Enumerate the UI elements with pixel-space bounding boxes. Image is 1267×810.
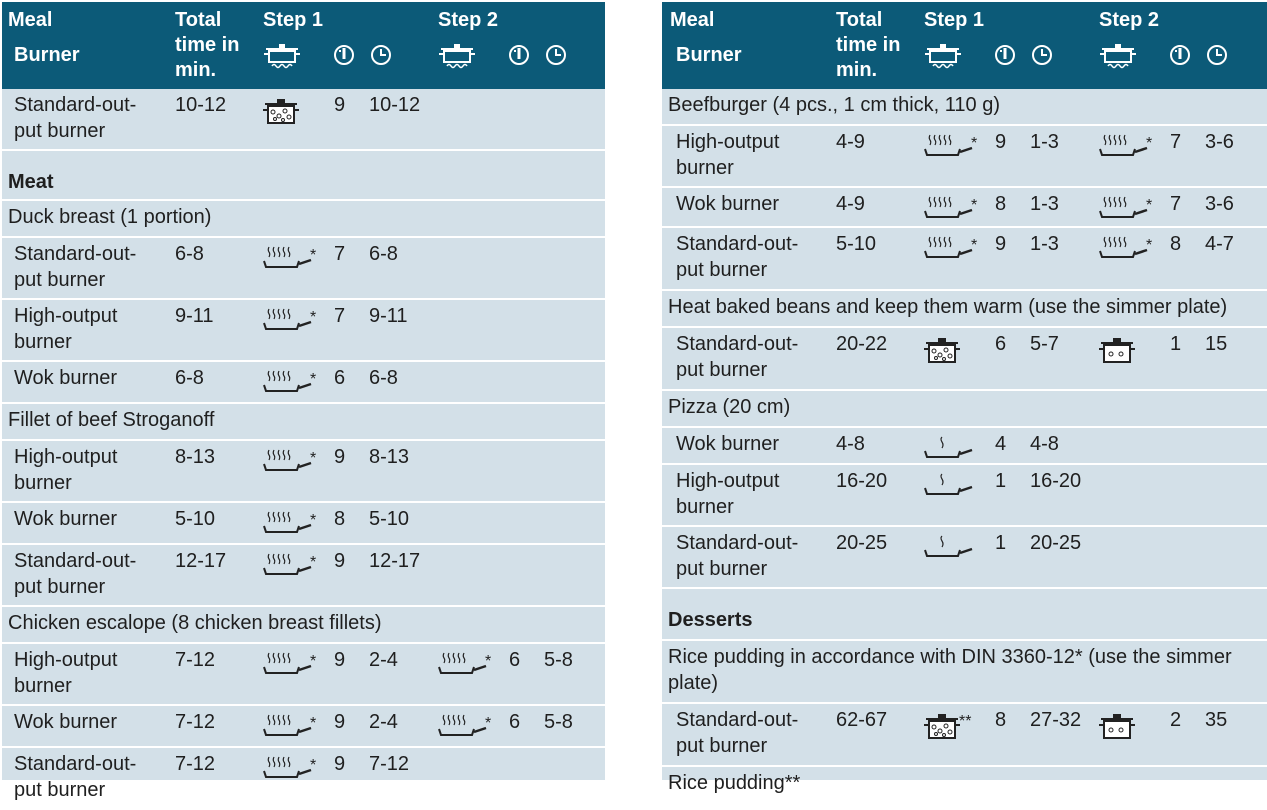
burner-name: Standard-out-put burner	[676, 333, 799, 381]
total-time-value: 20-25	[836, 532, 888, 554]
frying-pan-sizzle-icon	[1099, 237, 1149, 259]
frying-pan-sizzle-icon	[924, 197, 974, 219]
heat-setting-value: 9	[334, 550, 346, 572]
cooking-time-value: 9-11	[369, 305, 408, 327]
dish-heading-row	[662, 767, 1267, 804]
total-time-value: 10-12	[175, 94, 227, 116]
cooking-table-right	[662, 2, 1267, 794]
heat-setting-value: 1	[995, 532, 1007, 554]
heat-setting-value: 9	[334, 446, 346, 468]
burner-name: Standard-out-put burner	[14, 550, 137, 598]
burner-name: Wok burner	[14, 367, 118, 389]
dish-name: Chicken escalope (8 chicken breast fillets)	[8, 612, 382, 634]
frying-pan-sizzle-icon	[263, 371, 313, 393]
table-row	[662, 188, 1267, 228]
burner-name: High-output burner	[14, 305, 118, 353]
total-time-value: 4-9	[836, 193, 865, 215]
heat-setting-value: 9	[334, 94, 346, 116]
table-header	[2, 2, 605, 89]
frying-pan-sizzle-icon	[263, 512, 313, 534]
table-row	[662, 465, 1267, 527]
cooking-time-value: 16-20	[1030, 470, 1082, 492]
burner-name: Standard-out-put burner	[676, 532, 799, 580]
burner-name: Wok burner	[676, 193, 780, 215]
section-heading: Desserts	[668, 609, 753, 631]
table-row	[662, 527, 1267, 589]
dish-name: Fillet of beef Stroganoff	[8, 409, 215, 431]
cookware-icon	[439, 41, 475, 69]
footnote-marker: *	[310, 371, 317, 388]
heat-setting-value: 7	[334, 305, 346, 327]
footnote-marker: *	[310, 309, 317, 326]
clock-icon	[370, 44, 392, 66]
burner-name: Standard-out-put burner	[14, 753, 137, 801]
table-row	[2, 748, 605, 810]
table-row	[2, 238, 605, 300]
footnote-marker: *	[310, 247, 317, 264]
burner-name: High-output burner	[676, 470, 780, 518]
burner-name: Wok burner	[14, 711, 118, 733]
dish-heading-row	[2, 201, 605, 238]
footnote-marker: *	[1146, 197, 1153, 214]
footnote-marker: *	[310, 450, 317, 467]
meal-column-header: Meal	[670, 9, 715, 31]
heat-setting-value: 8	[334, 508, 346, 530]
cooking-time-value: 7-12	[369, 753, 410, 775]
frying-pan-sizzle-icon	[263, 309, 313, 331]
heat-setting-value: 1	[995, 470, 1007, 492]
heat-setting-value: 9	[334, 753, 346, 775]
heat-setting-value: 9	[995, 131, 1007, 153]
cooking-time-value: 5-7	[1030, 333, 1059, 355]
heat-setting-value: 2	[1170, 709, 1182, 731]
cooking-time-value: 8-13	[369, 446, 410, 468]
total-time-value: 6-8	[175, 243, 204, 265]
frying-pan-sizzle-icon	[924, 135, 974, 157]
total-time-value: 5-10	[175, 508, 216, 530]
footnote-marker: *	[971, 197, 978, 214]
total-time-value: 4-9	[836, 131, 865, 153]
frying-pan-warm-icon	[924, 474, 974, 496]
total-time-value: 8-13	[175, 446, 216, 468]
heat-setting-value: 7	[1170, 193, 1182, 215]
total-time-value: 6-8	[175, 367, 204, 389]
footnote-marker: *	[971, 135, 978, 152]
table-row	[2, 503, 605, 545]
cooking-time-value: 1-3	[1030, 131, 1059, 153]
heat-setting-value: 7	[334, 243, 346, 265]
heat-setting-icon	[508, 44, 530, 66]
footnote-marker: *	[310, 715, 317, 732]
table-row	[662, 228, 1267, 291]
frying-pan-sizzle-icon	[438, 715, 488, 737]
frying-pan-warm-icon	[924, 437, 974, 459]
burner-name: Standard-out-put burner	[676, 233, 799, 281]
meal-column-header: Meal	[8, 9, 53, 31]
burner-name: High-output burner	[14, 649, 118, 697]
heat-setting-value: 8	[995, 193, 1007, 215]
frying-pan-sizzle-icon	[438, 653, 488, 675]
heat-setting-icon	[333, 44, 355, 66]
burner-name: Standard-out-put burner	[14, 94, 137, 142]
table-row	[2, 362, 605, 404]
total-time-value: 16-20	[836, 470, 888, 492]
total-time-value: 4-8	[836, 433, 865, 455]
total-time-column-header: Total time in min.	[175, 9, 240, 81]
heat-setting-value: 6	[509, 649, 521, 671]
total-time-value: 9-11	[175, 305, 214, 327]
frying-pan-sizzle-icon	[263, 715, 313, 737]
cooking-time-value: 1-3	[1030, 233, 1059, 255]
frying-pan-sizzle-icon	[924, 237, 974, 259]
burner-column-header: Burner	[676, 44, 742, 66]
table-row	[662, 328, 1267, 391]
table-row	[662, 126, 1267, 188]
cooking-time-value: 10-12	[369, 94, 421, 116]
cooking-time-value: 15	[1205, 333, 1228, 355]
pot-boiling-icon	[924, 713, 960, 739]
pot-simmer-icon	[1099, 337, 1135, 363]
cooking-time-value: 4-8	[1030, 433, 1059, 455]
footnote-marker: **	[959, 713, 972, 730]
heat-setting-value: 6	[995, 333, 1007, 355]
frying-pan-sizzle-icon	[263, 653, 313, 675]
frying-pan-sizzle-icon	[1099, 135, 1149, 157]
dish-heading-row	[2, 404, 605, 441]
cooking-time-value: 5-8	[544, 649, 573, 671]
footnote-marker: *	[310, 653, 317, 670]
burner-name: High-output burner	[14, 446, 118, 494]
total-time-value: 12-17	[175, 550, 227, 572]
table-row	[2, 545, 605, 607]
step2-column-header: Step 2	[1099, 9, 1160, 31]
dish-heading-row	[2, 607, 605, 644]
cooking-time-value: 35	[1205, 709, 1228, 731]
frying-pan-sizzle-icon	[1099, 197, 1149, 219]
table-row	[2, 441, 605, 503]
table-row	[2, 300, 605, 362]
frying-pan-sizzle-icon	[263, 247, 313, 269]
dish-name: Rice pudding**	[668, 772, 801, 794]
dish-name: Duck breast (1 portion)	[8, 206, 212, 228]
heat-setting-value: 8	[1170, 233, 1182, 255]
step2-column-header: Step 2	[438, 9, 499, 31]
total-time-column-header: Total time in min.	[836, 9, 901, 81]
burner-name: High-output burner	[676, 131, 780, 179]
heat-setting-value: 8	[995, 709, 1007, 731]
pot-boiling-icon	[263, 98, 299, 124]
cooking-time-value: 12-17	[369, 550, 421, 572]
cooking-time-value: 5-10	[369, 508, 410, 530]
footnote-marker: *	[485, 653, 492, 670]
heat-setting-value: 4	[995, 433, 1007, 455]
cooking-time-value: 1-3	[1030, 193, 1059, 215]
table-row	[2, 89, 605, 151]
dish-name: Rice pudding in accordance with DIN 3360-12* (use the simmer plate)	[668, 646, 1232, 694]
footnote-marker: *	[1146, 135, 1153, 152]
table-header	[662, 2, 1267, 89]
cooking-time-value: 2-4	[369, 711, 398, 733]
footnote-marker: *	[310, 512, 317, 529]
table-row	[2, 706, 605, 748]
pot-boiling-icon	[924, 337, 960, 363]
footnote-marker: *	[310, 757, 317, 774]
dish-name: Pizza (20 cm)	[668, 396, 791, 418]
footnote-marker: *	[310, 554, 317, 571]
clock-icon	[1206, 44, 1228, 66]
step1-column-header: Step 1	[924, 9, 985, 31]
cooking-time-value: 6-8	[369, 243, 398, 265]
total-time-value: 5-10	[836, 233, 877, 255]
dish-name: Heat baked beans and keep them warm (use the simmer plate)	[668, 296, 1228, 318]
cookware-icon	[925, 41, 961, 69]
step1-column-header: Step 1	[263, 9, 324, 31]
cooking-time-value: 27-32	[1030, 709, 1082, 731]
frying-pan-sizzle-icon	[263, 554, 313, 576]
burner-column-header: Burner	[14, 44, 80, 66]
heat-setting-value: 9	[334, 649, 346, 671]
cooking-time-value: 4-7	[1205, 233, 1234, 255]
heat-setting-value: 9	[995, 233, 1007, 255]
table-row	[662, 428, 1267, 465]
heat-setting-value: 6	[509, 711, 521, 733]
cookware-icon	[1100, 41, 1136, 69]
burner-name: Standard-out-put burner	[14, 243, 137, 291]
heat-setting-icon	[1169, 44, 1191, 66]
heat-setting-value: 9	[334, 711, 346, 733]
dish-heading-row	[662, 89, 1267, 126]
footnote-marker: *	[485, 715, 492, 732]
cooking-time-value: 20-25	[1030, 532, 1082, 554]
heat-setting-value: 7	[1170, 131, 1182, 153]
footnote-marker: *	[971, 237, 978, 254]
frying-pan-sizzle-icon	[263, 757, 313, 779]
clock-icon	[1031, 44, 1053, 66]
total-time-value: 7-12	[175, 711, 216, 733]
clock-icon	[545, 44, 567, 66]
cooking-time-value: 3-6	[1205, 193, 1234, 215]
total-time-value: 62-67	[836, 709, 888, 731]
pot-simmer-icon	[1099, 713, 1135, 739]
heat-setting-value: 1	[1170, 333, 1182, 355]
cooking-time-value: 2-4	[369, 649, 398, 671]
cooking-time-value: 5-8	[544, 711, 573, 733]
total-time-value: 7-12	[175, 753, 216, 775]
cooking-table-left	[2, 2, 605, 801]
burner-name: Wok burner	[676, 433, 780, 455]
section-heading-row	[2, 151, 605, 201]
dish-heading-row	[662, 391, 1267, 428]
cooking-time-value: 3-6	[1205, 131, 1234, 153]
frying-pan-sizzle-icon	[263, 450, 313, 472]
table-row	[662, 704, 1267, 767]
burner-name: Standard-out-put burner	[676, 709, 799, 757]
total-time-value: 7-12	[175, 649, 216, 671]
heat-setting-icon	[994, 44, 1016, 66]
section-heading: Meat	[8, 171, 54, 193]
section-heading-row	[662, 589, 1267, 641]
footnote-marker: *	[1146, 237, 1153, 254]
total-time-value: 20-22	[836, 333, 888, 355]
dish-heading-row	[662, 641, 1267, 704]
dish-name: Beefburger (4 pcs., 1 cm thick, 110 g)	[668, 94, 1001, 116]
cooking-time-value: 6-8	[369, 367, 398, 389]
heat-setting-value: 6	[334, 367, 346, 389]
cookware-icon	[264, 41, 300, 69]
frying-pan-warm-icon	[924, 536, 974, 558]
table-row	[2, 644, 605, 706]
burner-name: Wok burner	[14, 508, 118, 530]
dish-heading-row	[662, 291, 1267, 328]
